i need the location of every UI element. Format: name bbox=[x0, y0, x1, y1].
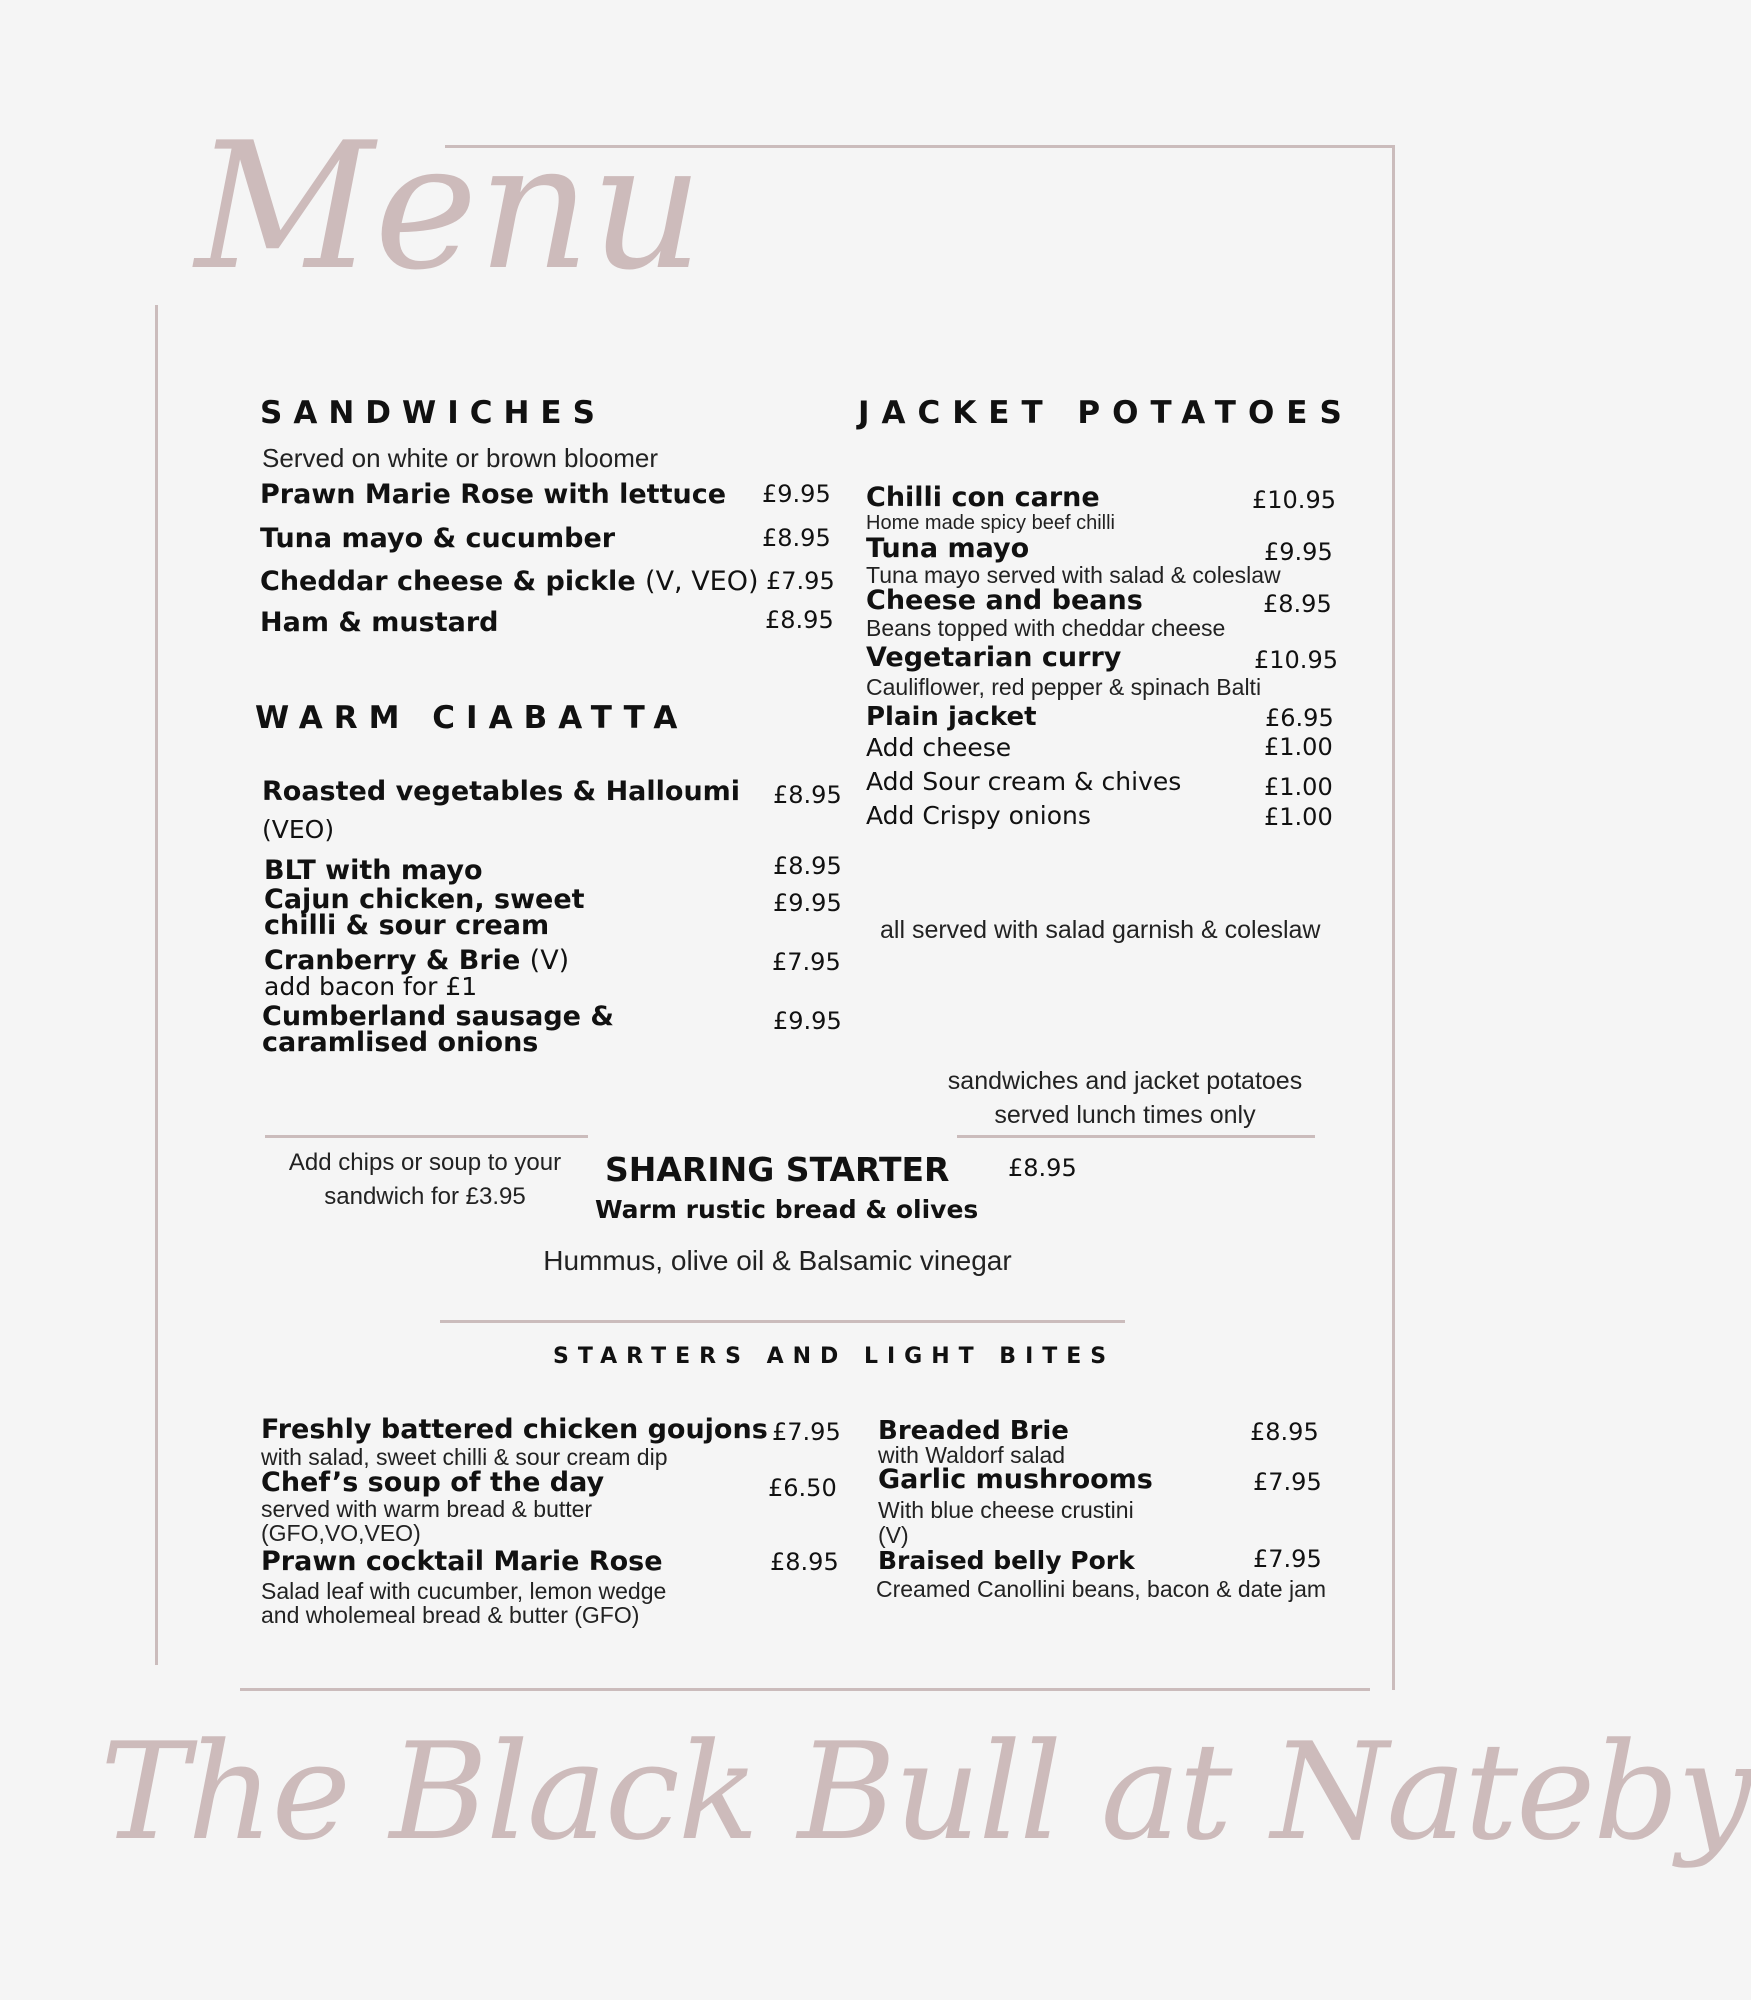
jacket-price: £10.95 bbox=[1252, 486, 1336, 514]
sandwich-name bbox=[260, 566, 759, 597]
ciabatta-price: £9.95 bbox=[773, 1007, 842, 1035]
starter-name: Freshly battered chicken goujons bbox=[261, 1414, 768, 1445]
jacket-price: £6.95 bbox=[1265, 704, 1334, 732]
sandwiches-subtitle: Served on white or brown bloomer bbox=[262, 443, 658, 473]
ciabatta-price: £8.95 bbox=[773, 852, 842, 880]
starter-description: Creamed Canollini beans, bacon & date jam bbox=[876, 1576, 1327, 1602]
jacket-name: Plain jacket bbox=[866, 702, 1037, 732]
starter-description: With blue cheese crustini bbox=[878, 1497, 1134, 1523]
lunch-note-line: sandwiches and jacket potatoes bbox=[947, 1067, 1303, 1095]
jacket-description: Beans topped with cheddar cheese bbox=[866, 615, 1226, 641]
starter-description: with salad, sweet chilli & sour cream dip bbox=[261, 1444, 668, 1470]
starter-description: (V) bbox=[878, 1522, 909, 1548]
jacket-description: Home made spicy beef chilli bbox=[866, 512, 1115, 534]
starter-name: Prawn cocktail Marie Rose bbox=[261, 1546, 663, 1577]
starter-description: Salad leaf with cucumber, lemon wedge bbox=[261, 1578, 667, 1604]
ciabatta-heading: WARM CIABATTA bbox=[255, 700, 689, 736]
sandwich-price: £8.95 bbox=[762, 524, 831, 552]
ciabatta-price: £7.95 bbox=[772, 948, 841, 976]
ciabatta-addon: add bacon for £1 bbox=[264, 972, 478, 1001]
starter-price: £7.95 bbox=[1253, 1545, 1322, 1573]
sandwich-name: Tuna mayo & cucumber bbox=[260, 523, 616, 554]
starter-price: £8.95 bbox=[770, 1548, 839, 1576]
starter-name: Chef’s soup of the day bbox=[261, 1467, 605, 1498]
menu-title: Menu bbox=[195, 106, 704, 309]
ciabatta-price: £8.95 bbox=[773, 781, 842, 809]
jacket-extra-price: £1.00 bbox=[1264, 733, 1333, 761]
ciabatta-name-text: Cranberry & Brie bbox=[264, 945, 521, 976]
sharing-heading: SHARING STARTER bbox=[605, 1150, 950, 1189]
jacket-extra-name: Add Crispy onions bbox=[866, 801, 1091, 830]
ciabatta-dietary-tag: (V) bbox=[529, 945, 570, 976]
jacket-extra-name: Add Sour cream & chives bbox=[866, 767, 1182, 796]
frame-right-line bbox=[1392, 145, 1395, 1690]
starter-description: and wholemeal bread & butter (GFO) bbox=[261, 1602, 640, 1628]
lunch-note bbox=[940, 1064, 1310, 1132]
jacket-description: Tuna mayo served with salad & coleslaw bbox=[866, 562, 1281, 588]
ciabatta-name bbox=[264, 884, 585, 941]
jacket-extra-name: Add cheese bbox=[866, 733, 1012, 762]
sandwich-price: £8.95 bbox=[765, 606, 834, 634]
lunch-note-divider bbox=[957, 1135, 1315, 1138]
ciabatta-name bbox=[262, 1001, 614, 1058]
sharing-line: Hummus, olive oil & Balsamic vinegar bbox=[543, 1245, 1012, 1276]
ciabatta-dietary-tag: (VEO) bbox=[262, 815, 335, 844]
jacket-name: Vegetarian curry bbox=[866, 642, 1122, 673]
sandwich-name-text: Cheddar cheese & pickle bbox=[260, 566, 636, 597]
jacket-price: £8.95 bbox=[1263, 590, 1332, 618]
jacket-name: Tuna mayo bbox=[866, 533, 1030, 564]
jacket-extra-price: £1.00 bbox=[1264, 803, 1333, 831]
starter-price: £6.50 bbox=[768, 1474, 837, 1502]
starters-heading: STARTERS AND LIGHT BITES bbox=[553, 1344, 1116, 1369]
starter-price: £8.95 bbox=[1250, 1418, 1319, 1446]
ciabatta-name-line: Cajun chicken, sweet bbox=[264, 884, 585, 915]
starter-price: £7.95 bbox=[1253, 1468, 1322, 1496]
jacket-heading: JACKET POTATOES bbox=[858, 395, 1354, 431]
sharing-line: Warm rustic bread & olives bbox=[595, 1195, 979, 1224]
chips-note bbox=[260, 1146, 590, 1214]
ciabatta-name-line: caramlised onions bbox=[262, 1027, 539, 1058]
frame-bottom-line bbox=[240, 1688, 1370, 1691]
chips-note-line: Add chips or soup to your bbox=[288, 1149, 562, 1176]
jacket-description: Cauliflower, red pepper & spinach Balti bbox=[866, 674, 1262, 700]
jacket-price: £10.95 bbox=[1254, 646, 1338, 674]
sandwich-name: Ham & mustard bbox=[260, 607, 499, 638]
lunch-note-line: served lunch times only bbox=[994, 1101, 1256, 1129]
ciabatta-price: £9.95 bbox=[773, 889, 842, 917]
chips-note-divider bbox=[265, 1135, 588, 1138]
jacket-name: Cheese and beans bbox=[866, 585, 1143, 616]
sandwich-price: £7.95 bbox=[766, 567, 835, 595]
jacket-extra-price: £1.00 bbox=[1264, 773, 1333, 801]
sandwich-name: Prawn Marie Rose with lettuce bbox=[260, 479, 727, 510]
starter-name: Braised belly Pork bbox=[878, 1546, 1135, 1575]
starter-description: with Waldorf salad bbox=[878, 1442, 1066, 1468]
chips-note-line: sandwich for £3.95 bbox=[324, 1183, 526, 1210]
restaurant-name: The Black Bull at Nateby bbox=[100, 1714, 1751, 1870]
starter-name: Breaded Brie bbox=[878, 1416, 1069, 1446]
starter-price: £7.95 bbox=[772, 1418, 841, 1446]
ciabatta-name-line: chilli & sour cream bbox=[264, 910, 550, 941]
sandwiches-heading: SANDWICHES bbox=[260, 395, 606, 431]
jacket-name: Chilli con carne bbox=[866, 482, 1100, 513]
starter-description: (GFO,VO,VEO) bbox=[261, 1520, 421, 1546]
frame-left-line bbox=[155, 305, 158, 1665]
starter-description: served with warm bread & butter bbox=[261, 1496, 593, 1522]
sharing-price: £8.95 bbox=[1008, 1154, 1077, 1182]
starter-name: Garlic mushrooms bbox=[878, 1464, 1153, 1495]
jacket-served-note: all served with salad garnish & coleslaw bbox=[880, 916, 1321, 944]
sandwich-dietary-tag: (V, VEO) bbox=[645, 566, 759, 597]
jacket-price: £9.95 bbox=[1264, 538, 1333, 566]
ciabatta-name: BLT with mayo bbox=[264, 855, 483, 886]
sharing-divider bbox=[440, 1320, 1125, 1323]
ciabatta-name: Roasted vegetables & Halloumi bbox=[262, 776, 741, 807]
sandwich-price: £9.95 bbox=[762, 480, 831, 508]
ciabatta-name-line: Cumberland sausage & bbox=[262, 1001, 614, 1032]
